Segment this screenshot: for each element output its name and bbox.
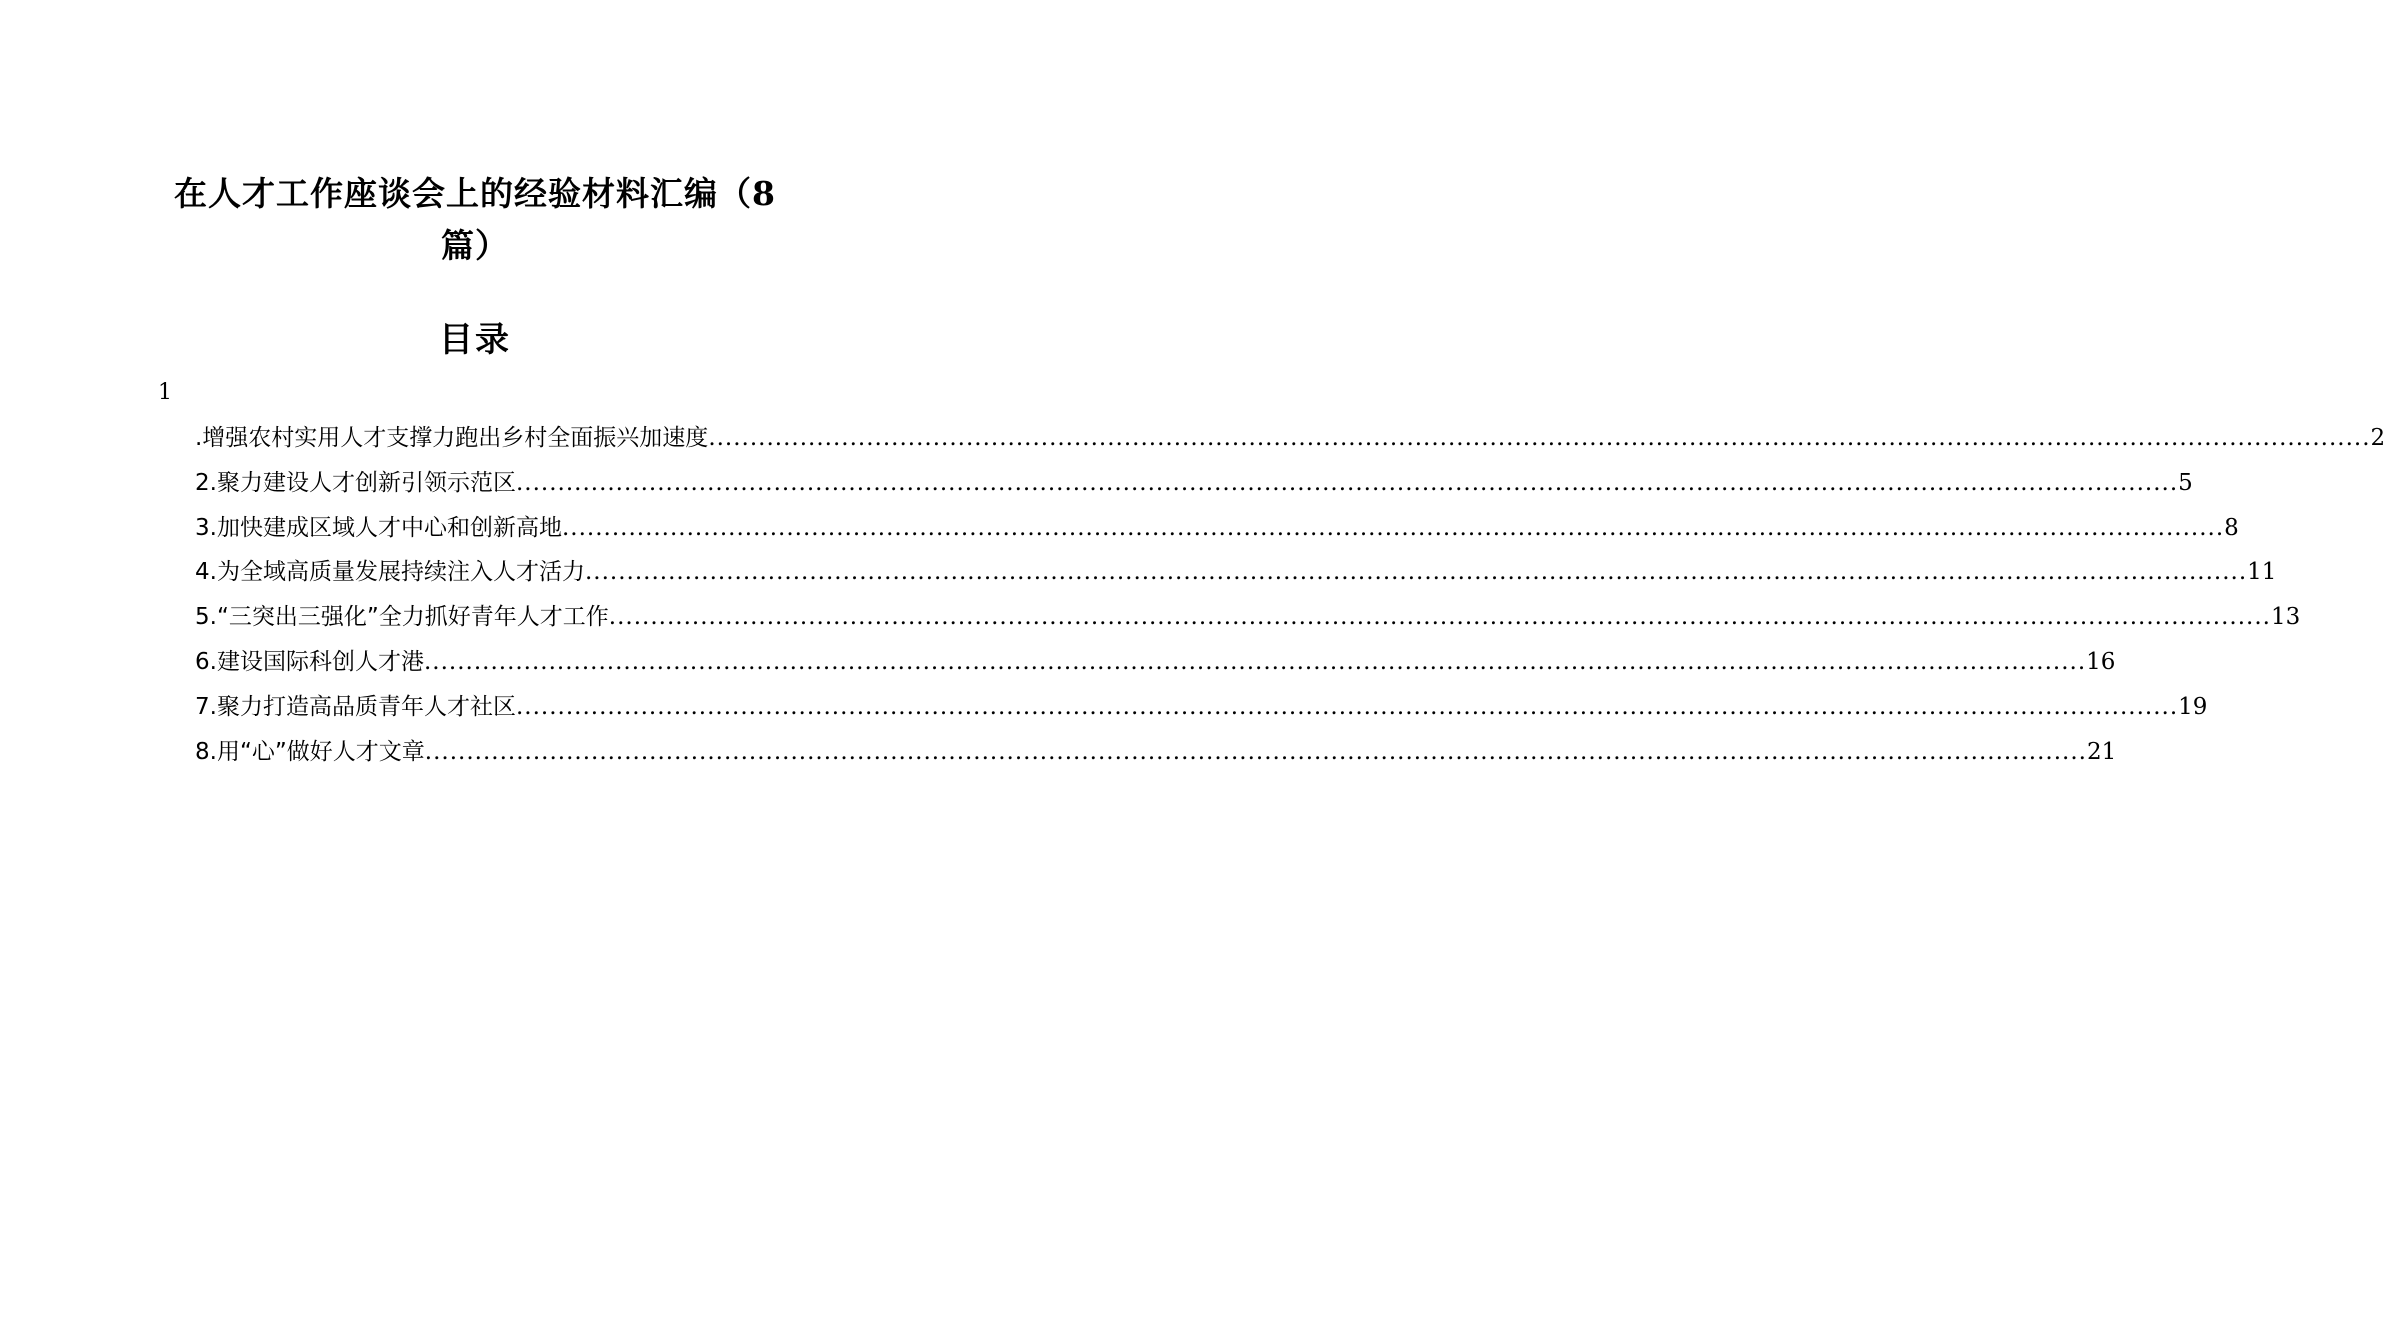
toc-entry-title: 3.加快建成区域人才中心和创新高地	[195, 514, 562, 541]
toc-leader-dots: ........................................................................................................................................................................................................	[584, 559, 2248, 586]
toc-entry[interactable]	[195, 597, 2301, 642]
toc-page-number: 19	[2178, 693, 2208, 720]
toc-entry[interactable]	[195, 508, 2239, 553]
table-of-contents	[195, 418, 2385, 776]
toc-leader-dots: ........................................................................................................................................................................................................	[561, 514, 2225, 541]
toc-entry[interactable]	[195, 463, 2193, 508]
document-title-line-2: 篇）	[441, 226, 509, 265]
toc-page-number: 21	[2087, 738, 2117, 765]
toc-heading: 目录	[439, 320, 511, 360]
document-title-line-1: 在人才工作座谈会上的经验材料汇编（8	[174, 174, 776, 213]
toc-page-number: 11	[2247, 559, 2277, 586]
toc-page-number: 16	[2086, 648, 2116, 675]
list-number: 1	[158, 380, 172, 405]
toc-entry[interactable]	[195, 732, 2117, 777]
toc-entry-title: 7.聚力打造高品质青年人才社区	[195, 693, 516, 720]
toc-page-number: 5	[2178, 469, 2193, 496]
toc-entry[interactable]	[195, 687, 2208, 732]
toc-leader-dots: ........................................................................................................................................................................................................	[608, 604, 2271, 631]
toc-entry-title: 2.聚力建设人才创新引领示范区	[195, 469, 516, 496]
toc-leader-dots: ........................................................................................................................................................................................................	[424, 738, 2087, 765]
toc-entry-title: 4.为全域高质量发展持续注入人才活力	[195, 559, 585, 586]
toc-leader-dots: ........................................................................................................................................................................................................	[423, 648, 2087, 675]
toc-entry[interactable]	[195, 552, 2277, 597]
document-title	[150, 168, 800, 272]
toc-page-number: 2	[2370, 425, 2385, 451]
toc-leader-dots: ........................................................................................................................................................................................................	[515, 693, 2179, 720]
toc-entry-title: .增强农村实用人才支撑力跑出乡村全面振兴加速度	[195, 425, 709, 451]
toc-leader-dots: ........................................................................................................................................................................................................	[708, 425, 2371, 451]
toc-entry-title: 6.建设国际科创人才港	[195, 648, 424, 675]
toc-entry-title: 8.用“心”做好人才文章	[195, 738, 425, 765]
toc-entry[interactable]	[195, 418, 2385, 463]
toc-page-number: 13	[2271, 604, 2301, 631]
toc-leader-dots: ........................................................................................................................................................................................................	[515, 469, 2179, 496]
toc-entry[interactable]	[195, 642, 2116, 687]
toc-page-number: 8	[2224, 514, 2239, 541]
toc-entry-title: 5.“三突出三强化”全力抓好青年人才工作	[195, 604, 609, 631]
